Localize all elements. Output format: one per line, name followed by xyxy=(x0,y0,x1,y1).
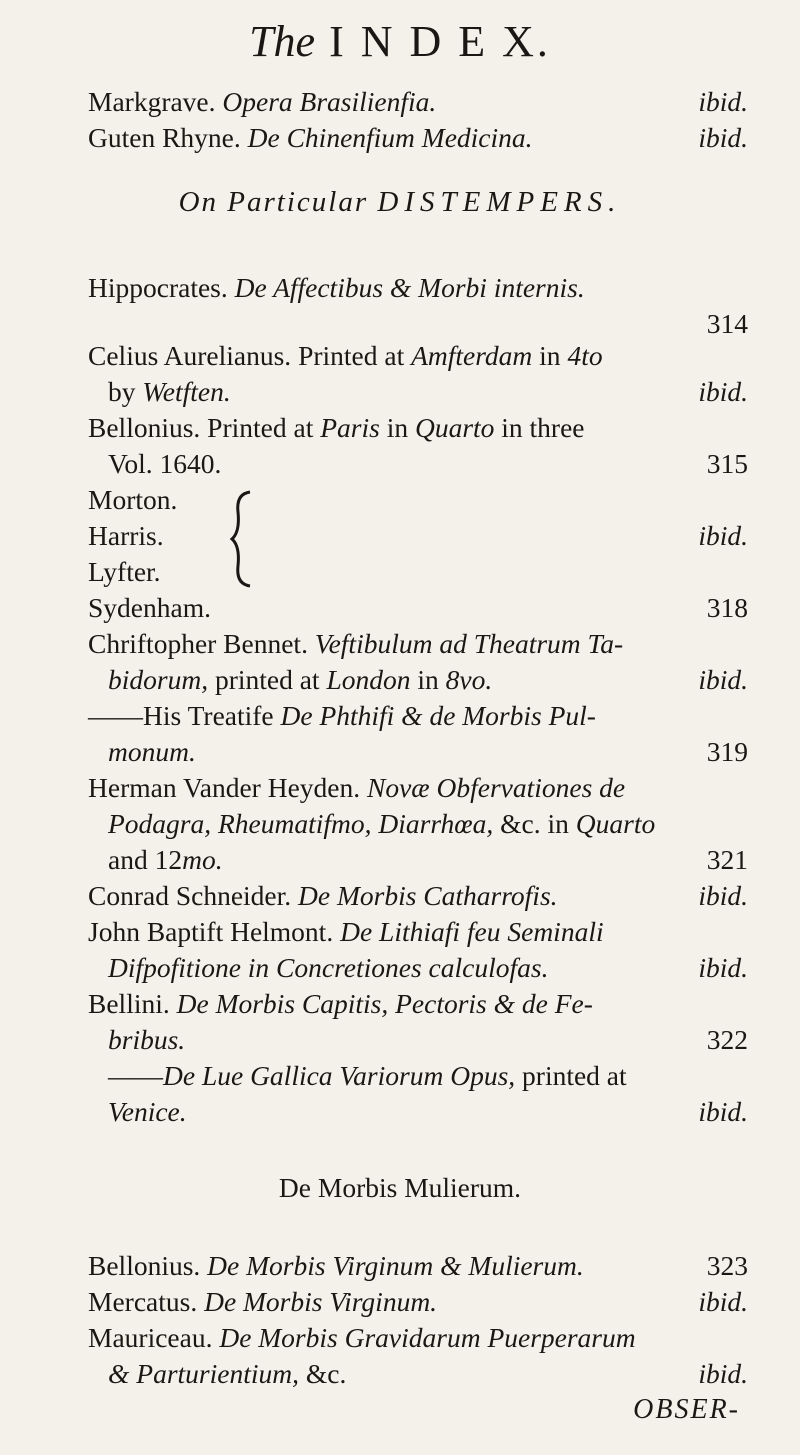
section-heading-mulierum: De Morbis Mulierum. xyxy=(278,1172,522,1203)
entry-guten-rhyne: Guten Rhyne. De Chinenfium Medicina. ibid. xyxy=(88,122,748,153)
entry-celius: Celius Aurelianus. Printed at Amfterdam in 4to xyxy=(88,340,603,371)
entry-mauriceau: Mauriceau. De Morbis Gravidarum Puerperarum xyxy=(88,1322,636,1353)
entry-helmont: John Baptift Helmont. De Lithiafi feu Seminali xyxy=(88,916,604,947)
entry-lyster: Lyfter. xyxy=(88,556,161,587)
running-head-index: I N D E X. xyxy=(329,17,551,66)
entry-heyden-cont2: and 12mo. 321 xyxy=(108,844,748,875)
entry-bennet-treatise: ——His Treatife De Phthifi & de Morbis Pul- xyxy=(88,700,596,731)
entry-markgrave: Markgrave. Opera Brasilienfia. ibid. xyxy=(88,86,748,117)
entry-bellonius-2: Bellonius. De Morbis Virginum & Mulierum. 323 xyxy=(88,1250,748,1281)
entry-bennet: Chriftopher Bennet. Veftibulum ad Theatrum Ta- xyxy=(88,628,624,659)
entry-sydenham: Sydenham. 318 xyxy=(88,592,748,623)
running-head-the: The xyxy=(249,17,316,66)
entry-bellini: Bellini. De Morbis Capitis, Pectoris & de Fe- xyxy=(88,988,593,1019)
entry-morton: Morton. xyxy=(88,484,178,515)
entry-helmont-cont: Difpofitione in Concretiones calculofas. ibid. xyxy=(108,952,748,983)
entry-hippocrates: Hippocrates. De Affectibus & Morbi internis. xyxy=(88,272,585,303)
entry-bellonius-cont: Vol. 1640. 315 xyxy=(108,448,748,479)
catchword: OBSER- xyxy=(633,1394,740,1425)
entry-schneider: Conrad Schneider. De Morbis Catharrofis. ibid. xyxy=(88,880,748,911)
index-page: The I N D E X. Markgrave. Opera Brasilienfia. ibid. Guten Rhyne. De Chinenfium Medicina. ibid. On Particular DISTEMPERS. Hippocrates. De Affectibus & Morbi internis. 314 Celius Aurelianus. Printed at Amfterdam in 4to by Wetften. ibid. Bellonius. Printed at Paris in Quarto in three Vol. 1640. 315 Morton. Harris. ibid. Lyfter. Sydenham. 318 Chriftopher Bennet. Veftibulum ad Theatrum Ta- bidorum, printed at London in 8vo. ibid. ——His Treatife De Phthifi & de Morbis Pul- monum. 319 Herman Vander Heyden. Novæ Obfervationes de Podagra, Rheumatifmo, Diarrhœa, &c. in Quarto and 12mo. 321 Conrad Schneider. De Morbis Catharrofis. ibid. John Baptift Helmont. De Lithiafi feu Seminali Difpofitione in Concretiones calculofas. ibid. Bellini. De Morbis Capitis, Pectoris & de Fe- bribus. 322 ——De Lue Gallica Variorum Opus, printed at Venice. ibid. De Morbis Mulierum. Bellonius. De Morbis Virginum & Mulierum. 323 Mercatus. De Morbis Virginum. ibid. Mauriceau. De Morbis Gravidarum Puerperarum & Parturientium, &c. ibid. OBSER- xyxy=(0,0,800,1455)
entry-bellini-cont: bribus. 322 xyxy=(108,1024,748,1055)
entry-bellini-lue: ——De Lue Gallica Variorum Opus, printed at xyxy=(108,1060,627,1091)
entry-harris: Harris. ibid. xyxy=(88,520,748,551)
brace-icon xyxy=(228,488,254,590)
entry-mercatus: Mercatus. De Morbis Virginum. ibid. xyxy=(88,1286,748,1317)
entry-bellini-lue-cont: Venice. ibid. xyxy=(108,1096,748,1127)
section-heading-distempers: On Particular DISTEMPERS. xyxy=(178,186,622,218)
running-head xyxy=(0,17,800,66)
entry-bellonius: Bellonius. Printed at Paris in Quarto in three xyxy=(88,412,585,443)
entry-mauriceau-cont: & Parturientium, &c. ibid. xyxy=(108,1358,748,1389)
entry-celius-cont: by Wetften. ibid. xyxy=(108,376,748,407)
entry-bennet-treatise-cont: monum. 319 xyxy=(108,736,748,767)
entry-heyden: Herman Vander Heyden. Novæ Obfervationes de xyxy=(88,772,626,803)
entry-bennet-cont: bidorum, printed at London in 8vo. ibid. xyxy=(108,664,748,695)
entry-heyden-cont: Podagra, Rheumatifmo, Diarrhœa, &c. in Quarto xyxy=(108,808,656,839)
